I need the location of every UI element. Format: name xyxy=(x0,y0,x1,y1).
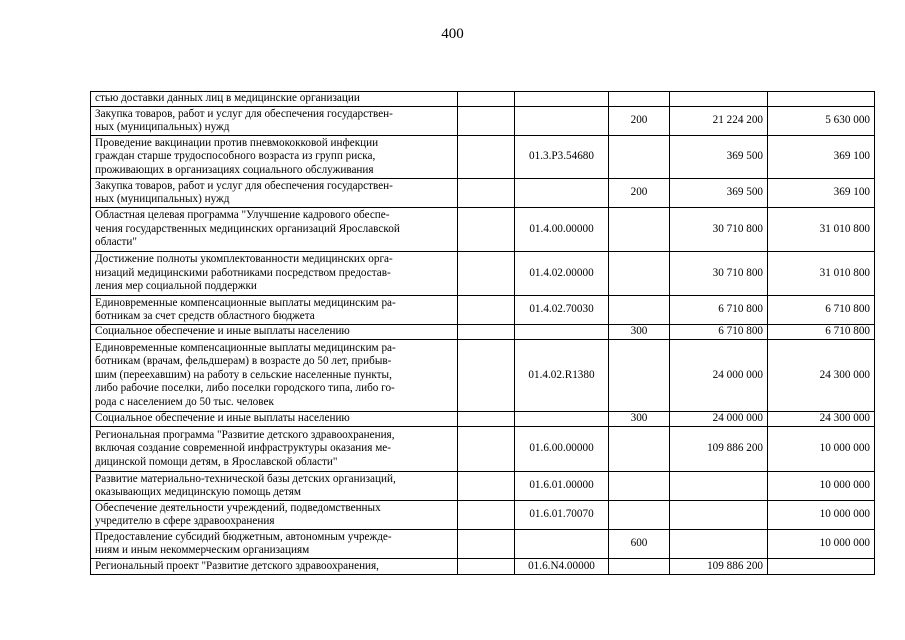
row-expense-type xyxy=(609,501,670,530)
table-row xyxy=(91,559,875,575)
table-row xyxy=(91,252,875,296)
row-expense-type: 300 xyxy=(609,412,670,427)
row-amount-2: 24 300 000 xyxy=(768,340,875,412)
row-amount-2 xyxy=(768,92,875,107)
table-row xyxy=(91,179,875,208)
table-row xyxy=(91,501,875,530)
row-name: Региональная программа "Развитие детского здравоохранения, включая создание современной инфраструктуры оказания ме- дицинской помощи детям, в Ярославской области" xyxy=(91,427,458,472)
row-amount-1: 369 500 xyxy=(670,179,768,208)
empty-cell xyxy=(458,340,515,412)
table-row xyxy=(91,296,875,325)
row-expense-type xyxy=(609,92,670,107)
row-name: Обеспечение деятельности учреждений, подведомственных учредителю в сфере здравоохранения xyxy=(91,501,458,530)
row-name: Социальное обеспечение и иные выплаты населению xyxy=(91,325,458,340)
row-expense-type xyxy=(609,296,670,325)
row-code xyxy=(515,530,609,559)
row-amount-2: 10 000 000 xyxy=(768,530,875,559)
empty-cell xyxy=(458,136,515,179)
row-code xyxy=(515,107,609,136)
row-amount-1 xyxy=(670,472,768,501)
row-code: 01.4.02.70030 xyxy=(515,296,609,325)
row-expense-type: 200 xyxy=(609,107,670,136)
row-amount-2: 369 100 xyxy=(768,179,875,208)
empty-cell xyxy=(458,427,515,472)
row-amount-2: 10 000 000 xyxy=(768,501,875,530)
row-amount-2: 24 300 000 xyxy=(768,412,875,427)
row-amount-2: 6 710 800 xyxy=(768,325,875,340)
row-name: Областная целевая программа "Улучшение кадрового обеспе- чения государственных медицинских организаций Ярославской области" xyxy=(91,208,458,252)
table-row xyxy=(91,427,875,472)
row-code xyxy=(515,179,609,208)
row-name: Социальное обеспечение и иные выплаты населению xyxy=(91,412,458,427)
page-number: 400 xyxy=(441,26,464,42)
row-amount-1: 109 886 200 xyxy=(670,559,768,575)
row-amount-1: 30 710 800 xyxy=(670,208,768,252)
row-expense-type: 600 xyxy=(609,530,670,559)
row-code: 01.6.01.70070 xyxy=(515,501,609,530)
empty-cell xyxy=(458,179,515,208)
row-expense-type: 300 xyxy=(609,325,670,340)
row-amount-2: 31 010 800 xyxy=(768,208,875,252)
row-expense-type xyxy=(609,252,670,296)
row-amount-1: 21 224 200 xyxy=(670,107,768,136)
row-amount-1: 30 710 800 xyxy=(670,252,768,296)
row-amount-1 xyxy=(670,530,768,559)
row-expense-type xyxy=(609,427,670,472)
row-expense-type xyxy=(609,559,670,575)
row-name: Достижение полноты укомплектованности медицинских орга- низаций медицинскими работниками посредством предостав- ления мер социальной поддержки xyxy=(91,252,458,296)
table-row xyxy=(91,92,875,107)
row-expense-type xyxy=(609,340,670,412)
row-name: Закупка товаров, работ и услуг для обеспечения государствен- ных (муниципальных) нужд xyxy=(91,179,458,208)
empty-cell xyxy=(458,501,515,530)
row-amount-1: 6 710 800 xyxy=(670,296,768,325)
row-code xyxy=(515,92,609,107)
row-amount-1 xyxy=(670,501,768,530)
budget-table xyxy=(90,91,875,575)
row-amount-1: 6 710 800 xyxy=(670,325,768,340)
row-amount-2: 369 100 xyxy=(768,136,875,179)
row-name: Проведение вакцинации против пневмококковой инфекции граждан старше трудоспособного возраста из групп риска, проживающих в организациях социального обслуживания xyxy=(91,136,458,179)
empty-cell xyxy=(458,412,515,427)
table-row xyxy=(91,325,875,340)
row-code xyxy=(515,412,609,427)
row-amount-1: 24 000 000 xyxy=(670,412,768,427)
empty-cell xyxy=(458,208,515,252)
row-amount-1: 109 886 200 xyxy=(670,427,768,472)
table-row xyxy=(91,107,875,136)
row-name: Предоставление субсидий бюджетным, автономным учрежде- ниям и иным некоммерческим организациям xyxy=(91,530,458,559)
row-amount-1: 369 500 xyxy=(670,136,768,179)
empty-cell xyxy=(458,325,515,340)
table-row xyxy=(91,136,875,179)
empty-cell xyxy=(458,472,515,501)
row-expense-type: 200 xyxy=(609,179,670,208)
table-row xyxy=(91,412,875,427)
empty-cell xyxy=(458,92,515,107)
row-amount-1: 24 000 000 xyxy=(670,340,768,412)
table-row xyxy=(91,208,875,252)
row-name: Единовременные компенсационные выплаты медицинским ра- ботникам (врачам, фельдшерам) в возрасте до 50 лет, прибыв- шим (переехавшим) на работу в сельские населенные пункты, либо рабочие поселки, либо поселки городского типа, либо го- рода с населением до 50 тыс. человек xyxy=(91,340,458,412)
empty-cell xyxy=(458,559,515,575)
table-row xyxy=(91,472,875,501)
row-amount-2: 6 710 800 xyxy=(768,296,875,325)
row-code: 01.4.00.00000 xyxy=(515,208,609,252)
row-code: 01.3.P3.54680 xyxy=(515,136,609,179)
row-name: Единовременные компенсационные выплаты медицинским ра- ботникам за счет средств областного бюджета xyxy=(91,296,458,325)
row-amount-2: 10 000 000 xyxy=(768,472,875,501)
row-code: 01.4.02.R1380 xyxy=(515,340,609,412)
empty-cell xyxy=(458,530,515,559)
table-row xyxy=(91,530,875,559)
table-row xyxy=(91,340,875,412)
row-expense-type xyxy=(609,208,670,252)
row-code: 01.6.00.00000 xyxy=(515,427,609,472)
empty-cell xyxy=(458,252,515,296)
row-name: Региональный проект "Развитие детского здравоохранения, xyxy=(91,559,458,575)
row-amount-2: 31 010 800 xyxy=(768,252,875,296)
row-name: Развитие материально-технической базы детских организаций, оказывающих медицинскую помощь детям xyxy=(91,472,458,501)
row-code: 01.4.02.00000 xyxy=(515,252,609,296)
row-expense-type xyxy=(609,472,670,501)
row-name: стью доставки данных лиц в медицинские организации xyxy=(91,92,458,107)
row-name: Закупка товаров, работ и услуг для обеспечения государствен- ных (муниципальных) нужд xyxy=(91,107,458,136)
row-code: 01.6.N4.00000 xyxy=(515,559,609,575)
empty-cell xyxy=(458,107,515,136)
row-amount-1 xyxy=(670,92,768,107)
empty-cell xyxy=(458,296,515,325)
row-code: 01.6.01.00000 xyxy=(515,472,609,501)
row-amount-2: 10 000 000 xyxy=(768,427,875,472)
row-amount-2: 5 630 000 xyxy=(768,107,875,136)
row-code xyxy=(515,325,609,340)
row-amount-2 xyxy=(768,559,875,575)
row-expense-type xyxy=(609,136,670,179)
